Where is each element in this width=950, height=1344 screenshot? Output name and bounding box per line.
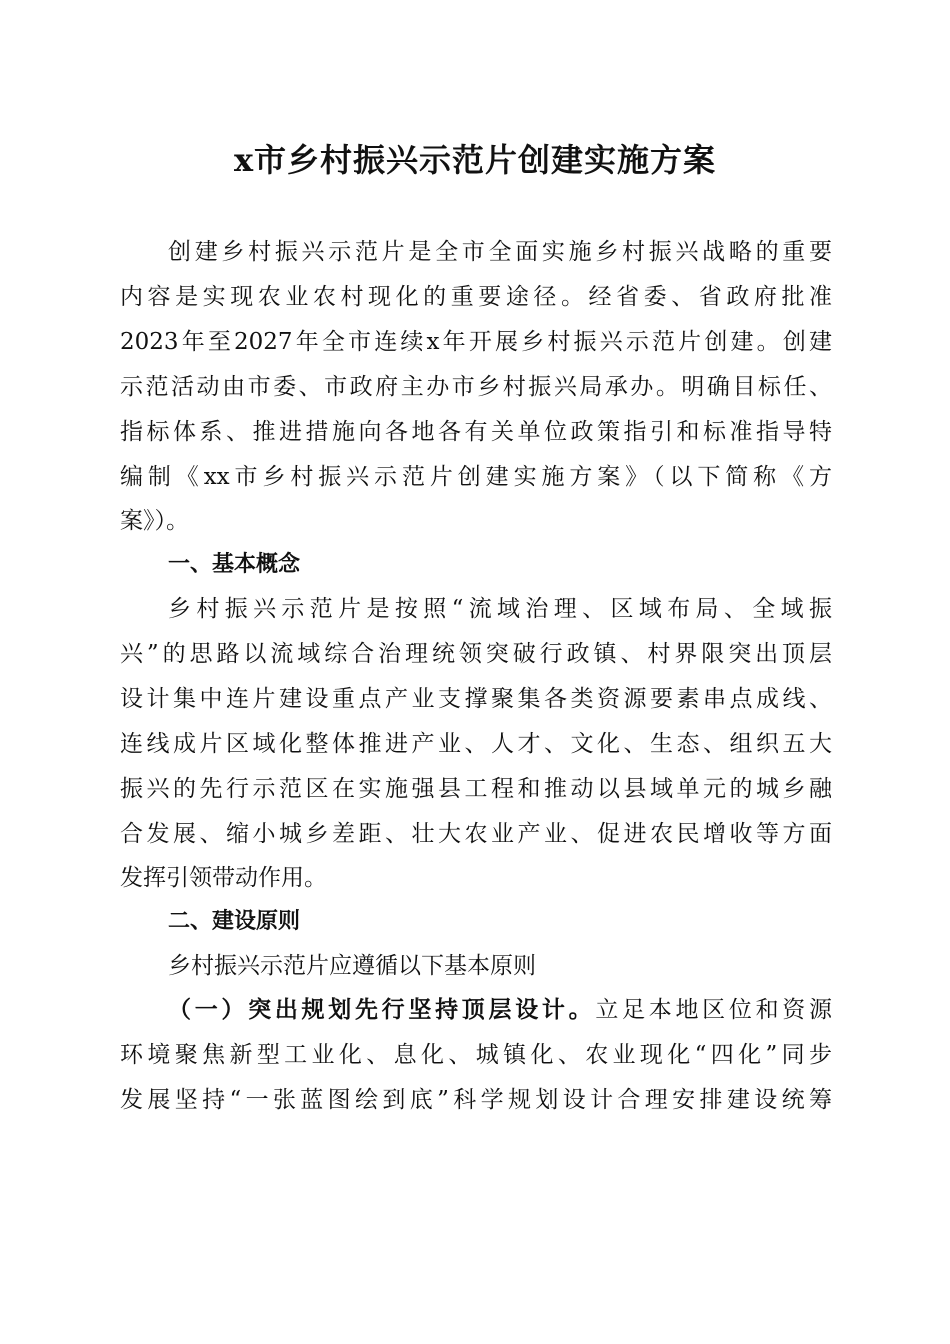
section-heading: 一、基本概念 — [168, 552, 301, 577]
section1-line: 振兴的先行示范区在实施强县工程和推动以县域单元的城乡融 — [120, 776, 832, 802]
principle-line — [168, 988, 832, 1032]
principle-line: 发展坚持“一张蓝图绘到底”科学规划设计合理安排建设统筹 — [120, 1087, 832, 1113]
section2-intro: 乡村振兴示范片应遵循以下基本原则 — [168, 953, 536, 979]
section1-line: 发挥引领带动作用。 — [120, 865, 327, 891]
section1-line: 合发展、缩小城乡差距、壮大农业产业、促进农民增收等方面 — [120, 821, 832, 847]
intro-line: 2023年至2027年全市连续x年开展乡村振兴示范片创建。创建 — [120, 329, 832, 355]
intro-line: 创建乡村振兴示范片是全市全面实施乡村振兴战略的重要 — [168, 239, 832, 265]
section1-line: 乡村振兴示范片是按照“流域治理、区域布局、全域振 — [168, 596, 832, 622]
intro-line: 内容是实现农业农村现化的重要途径。经省委、省政府批准 — [120, 284, 832, 310]
section1-line: 设计集中连片建设重点产业支撑聚集各类资源要素串点成线、 — [120, 686, 832, 712]
intro-line: 案》）。 — [120, 508, 189, 534]
intro-line: 编制《xx市乡村振兴示范片创建实施方案》（以下简称《方 — [120, 464, 832, 490]
intro-line: 示范活动由市委、市政府主办市乡村振兴局承办。明确目标任、 — [120, 374, 832, 400]
section1-line: 连线成片区域化整体推进产业、人才、文化、生态、组织五大 — [120, 731, 832, 757]
principle-text: 立足本地区位和资源 — [595, 997, 833, 1023]
document-title: x市乡村振兴示范片创建实施方案 — [233, 141, 717, 179]
principle-line: 环境聚焦新型工业化、息化、城镇化、农业现化“四化”同步 — [120, 1042, 832, 1068]
intro-line: 指标体系、推进措施向各地各有关单位政策指引和标准指导特 — [120, 419, 832, 445]
section1-line: 兴”的思路以流域综合治理统领突破行政镇、村界限突出顶层 — [120, 641, 832, 667]
principle-lead: （一）突出规划先行坚持顶层设计。 — [168, 996, 596, 1023]
section-heading: 二、建设原则 — [168, 909, 301, 934]
